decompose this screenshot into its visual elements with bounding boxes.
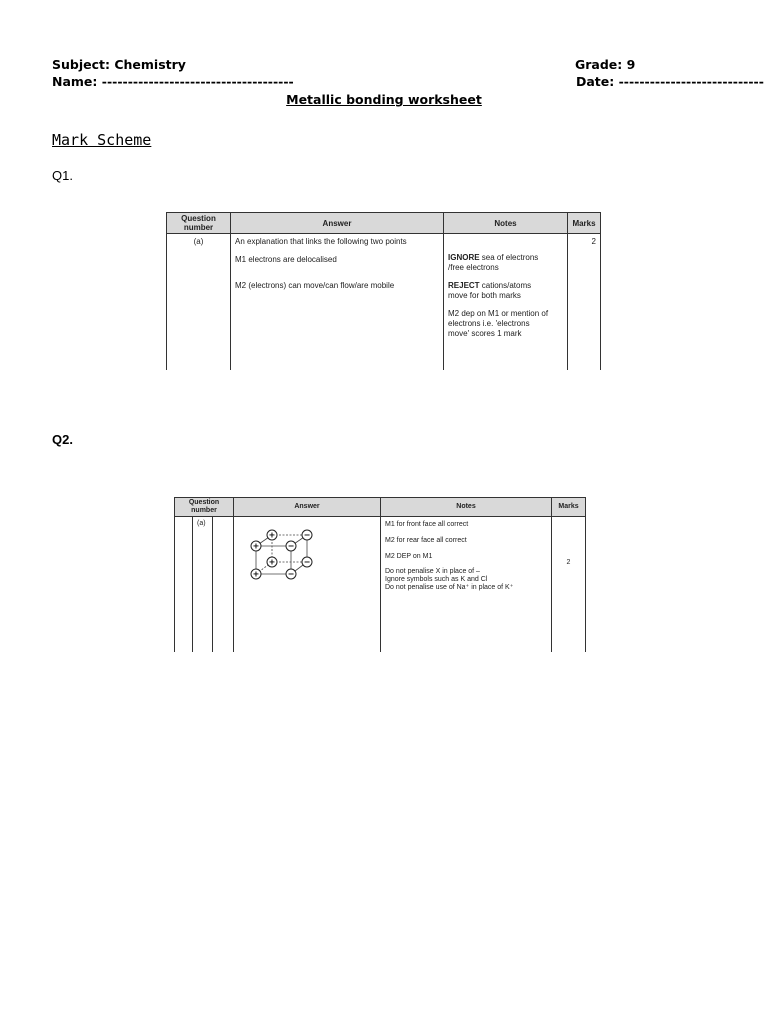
column-header: Marks (568, 213, 601, 234)
column-header: Question number (167, 213, 231, 234)
note-line: Ignore symbols such as K and Cl (385, 576, 488, 583)
ionic-lattice-diagram (234, 517, 381, 607)
ion-charge-label: + (268, 530, 276, 540)
ion-charge-label: + (252, 569, 260, 579)
answer-cell (234, 517, 381, 653)
marks-cell: 2 (552, 517, 586, 653)
column-header: Notes (381, 498, 552, 517)
ion-charge-label: + (268, 557, 276, 567)
column-header: Marks (552, 498, 586, 517)
note-line: Do not penalise X in place of – (385, 568, 480, 575)
note-line: M2 dep on M1 or mention of (448, 309, 549, 318)
name-field-label: Name: ------------------------------------- (52, 74, 294, 89)
grade-label: Grade: 9 (575, 57, 636, 72)
note-line: move for both marks (448, 291, 521, 300)
note-line: /free electrons (448, 263, 499, 272)
note-text: cations/atoms (479, 281, 532, 290)
answer-cell (231, 234, 444, 371)
blank-cell (213, 517, 234, 653)
ion-charge-label: − (303, 530, 311, 540)
table-header-row (167, 213, 601, 234)
note-text: sea of electrons (479, 253, 539, 262)
mark-scheme-heading: Mark Scheme (52, 131, 152, 149)
note-line: electrons i.e. 'electrons (448, 319, 530, 328)
note-line: M2 DEP on M1 (385, 553, 433, 560)
table-header-row (175, 498, 586, 517)
note-line (448, 253, 563, 263)
blank-cell (175, 517, 193, 653)
table-row (175, 517, 586, 653)
q1-mark-scheme-table (166, 212, 601, 370)
answer-line: M2 (electrons) can move/can flow/are mobile (235, 281, 395, 290)
note-line: M1 for front face all correct (385, 521, 469, 528)
note-line: move' scores 1 mark (448, 329, 522, 338)
question-part: (a) (167, 234, 231, 371)
note-line: M2 for rear face all correct (385, 537, 467, 544)
answer-line: An explanation that links the following two points (235, 237, 407, 246)
note-line: Do not penalise use of Na⁺ in place of K⁺ (385, 584, 514, 591)
q2-mark-scheme-table (174, 497, 586, 652)
note-keyword: IGNORE (448, 253, 480, 262)
ion-charge-label: + (252, 541, 260, 551)
worksheet-title: Metallic bonding worksheet (286, 92, 482, 107)
column-header: Notes (444, 213, 568, 234)
question-part: (a) (193, 517, 213, 653)
question-2-label: Q2. (52, 432, 73, 447)
answer-line: M1 electrons are delocalised (235, 255, 337, 264)
notes-cell (444, 234, 568, 371)
column-header: Question number (175, 498, 234, 517)
subject-label: Subject: Chemistry (52, 57, 186, 72)
date-field-label: Date: ---------------------------- (576, 74, 764, 89)
table-row (167, 234, 601, 371)
note-line (448, 281, 563, 291)
notes-cell (381, 517, 552, 653)
ion-charge-label: − (303, 557, 311, 567)
ion-charge-label: − (287, 541, 295, 551)
question-1-label: Q1. (52, 168, 73, 183)
column-header: Answer (234, 498, 381, 517)
column-header: Answer (231, 213, 444, 234)
note-keyword: REJECT (448, 281, 480, 290)
marks-cell: 2 (568, 234, 601, 371)
ion-charge-label: − (287, 569, 295, 579)
